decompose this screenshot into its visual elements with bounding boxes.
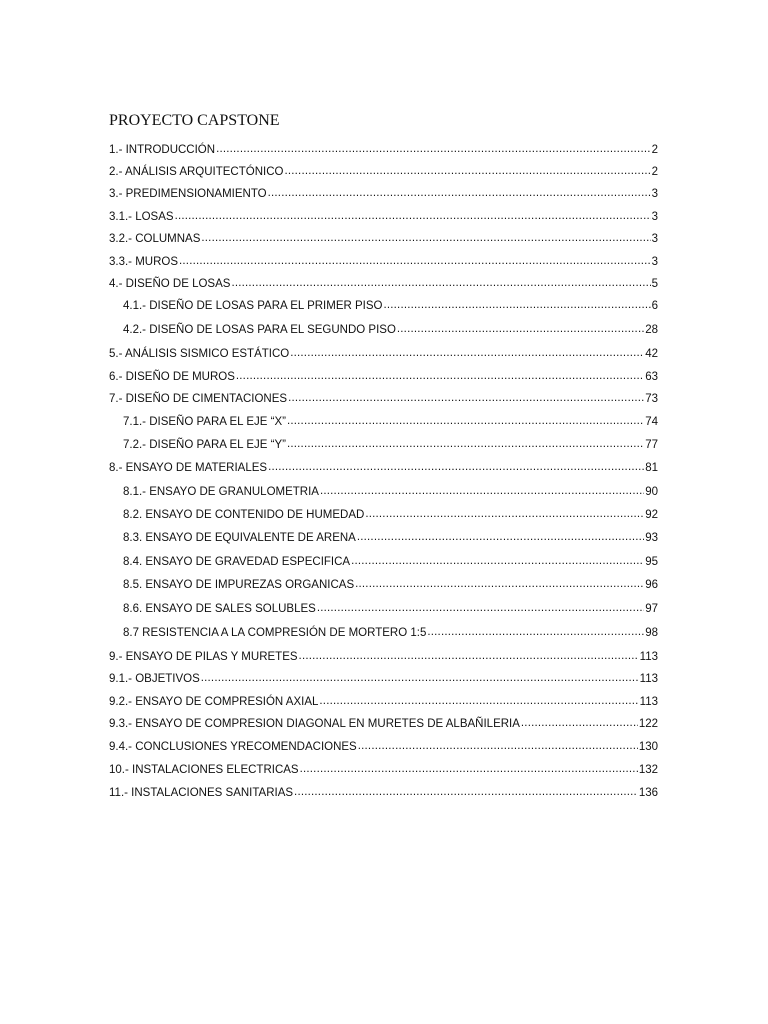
toc-entry[interactable] (123, 416, 658, 434)
toc-entry-label: 9.4.- CONCLUSIONES YRECOMENDACIONES (109, 741, 357, 753)
toc-entry-label: 3.3.- MUROS (109, 256, 179, 268)
toc-entry-label: 7.- DISEÑO DE CIMENTACIONES (109, 393, 288, 405)
toc-dot-leader (179, 255, 651, 267)
toc-entry-label: 8.5. ENSAYO DE IMPUREZAS ORGANICAS (123, 579, 355, 591)
toc-dot-leader (287, 415, 644, 427)
toc-entry-label: 3.2.- COLUMNAS (109, 233, 201, 245)
toc-entry-page-number: 42 (645, 348, 658, 360)
toc-dot-leader (294, 786, 638, 798)
toc-dot-leader (358, 740, 638, 752)
toc-entry-label: 9.- ENSAYO DE PILAS Y MURETES (109, 651, 298, 663)
toc-entry-page-number: 97 (645, 603, 658, 615)
toc-entry[interactable] (109, 211, 658, 229)
toc-entry[interactable] (109, 166, 658, 184)
toc-entry-label: 8.7 RESISTENCIA A LA COMPRESIÓN DE MORTERO 1:5 (123, 627, 427, 639)
toc-entry-page-number: 28 (645, 324, 658, 336)
toc-entry-page-number: 73 (645, 393, 658, 405)
toc-entry[interactable] (109, 188, 658, 206)
toc-entry-page-number: 74 (645, 416, 658, 428)
toc-entry-label: 10.- INSTALACIONES ELECTRICAS (109, 764, 299, 776)
toc-entry[interactable] (109, 278, 658, 296)
toc-entry-label: 3.- PREDIMENSIONAMIENTO (109, 188, 267, 200)
toc-entry-label: 8.4. ENSAYO DE GRAVEDAD ESPECIFICA (123, 556, 351, 568)
toc-entry-label: 8.3. ENSAYO DE EQUIVALENTE DE ARENA (123, 532, 356, 544)
toc-entry[interactable] (109, 371, 658, 389)
toc-entry[interactable] (109, 462, 658, 480)
toc-entry-label: 4.1.- DISEÑO DE LOSAS PARA EL PRIMER PISO (123, 300, 383, 312)
toc-dot-leader (290, 347, 644, 359)
toc-entry-label: 3.1.- LOSAS (109, 211, 174, 223)
toc-entry-label: 11.- INSTALACIONES SANITARIAS (109, 787, 294, 799)
toc-entry[interactable] (123, 486, 658, 504)
toc-entry[interactable] (123, 509, 658, 527)
toc-dot-leader (236, 370, 644, 382)
toc-dot-leader (216, 143, 651, 155)
toc-dot-leader (287, 438, 644, 450)
toc-entry-page-number: 93 (645, 532, 658, 544)
toc-dot-leader (175, 210, 651, 222)
toc-entry-label: 8.- ENSAYO DE MATERIALES (109, 462, 268, 474)
toc-entry-page-number: 113 (639, 651, 658, 663)
toc-entry[interactable] (123, 324, 658, 342)
toc-entry-page-number: 122 (638, 718, 658, 730)
toc-dot-leader (288, 392, 644, 404)
toc-dot-leader (231, 277, 650, 289)
toc-dot-leader (201, 232, 650, 244)
toc-entry-label: 1.- INTRODUCCIÓN (109, 144, 216, 156)
toc-entry[interactable] (123, 627, 658, 645)
toc-entry[interactable] (109, 144, 658, 162)
toc-entry-page-number: 132 (638, 764, 658, 776)
toc-dot-leader (320, 485, 644, 497)
toc-entry-page-number: 113 (639, 696, 658, 708)
toc-entry[interactable] (123, 439, 658, 457)
toc-entry[interactable] (109, 393, 658, 411)
toc-dot-leader (299, 650, 639, 662)
toc-dot-leader (317, 602, 644, 614)
toc-entry-page-number: 113 (639, 673, 658, 685)
toc-entry[interactable] (123, 579, 658, 597)
toc-entry-label: 8.2. ENSAYO DE CONTENIDO DE HUMEDAD (123, 509, 365, 521)
toc-entry[interactable] (123, 300, 658, 318)
toc-entry-label: 9.3.- ENSAYO DE COMPRESION DIAGONAL EN MURETES DE ALBAÑILERIA (109, 718, 520, 730)
toc-entry-label: 6.- DISEÑO DE MUROS (109, 371, 235, 383)
toc-entry[interactable] (123, 532, 658, 550)
toc-entry-page-number: 5 (651, 278, 658, 290)
toc-entry[interactable] (109, 256, 658, 274)
toc-dot-leader (268, 187, 651, 199)
toc-entry-label: 9.1.- OBJETIVOS (109, 673, 200, 685)
toc-entry[interactable] (109, 764, 658, 782)
toc-entry-page-number: 136 (638, 787, 658, 799)
toc-entry[interactable] (109, 233, 658, 251)
toc-entry-label: 4.- DISEÑO DE LOSAS (109, 278, 231, 290)
toc-entry[interactable] (109, 696, 658, 714)
toc-dot-leader (521, 717, 638, 729)
toc-entry-page-number: 95 (645, 556, 658, 568)
toc-dot-leader (355, 578, 644, 590)
toc-entry-page-number: 81 (645, 462, 658, 474)
toc-entry-page-number: 77 (645, 439, 658, 451)
toc-dot-leader (201, 672, 639, 684)
toc-dot-leader (383, 299, 650, 311)
toc-entry[interactable] (109, 787, 658, 805)
toc-entry-label: 7.2.- DISEÑO PARA EL EJE “Y” (123, 439, 286, 451)
toc-entry-page-number: 2 (651, 166, 658, 178)
toc-dot-leader (357, 531, 644, 543)
toc-entry-label: 2.- ANÁLISIS ARQUITECTÓNICO (109, 166, 284, 178)
toc-dot-leader (427, 626, 644, 638)
toc-entry-label: 4.2.- DISEÑO DE LOSAS PARA EL SEGUNDO PISO (123, 324, 396, 336)
toc-entry-page-number: 3 (651, 188, 658, 200)
toc-entry[interactable] (109, 673, 658, 691)
toc-entry-page-number: 6 (651, 300, 658, 312)
toc-entry-label: 7.1.- DISEÑO PARA EL EJE “X” (123, 416, 286, 428)
toc-entry-page-number: 3 (651, 211, 658, 223)
toc-entry-page-number: 63 (645, 371, 658, 383)
toc-dot-leader (284, 165, 650, 177)
toc-entry[interactable] (123, 556, 658, 574)
toc-dot-leader (397, 323, 644, 335)
toc-dot-leader (365, 508, 644, 520)
toc-dot-leader (351, 555, 644, 567)
toc-entry-page-number: 2 (651, 144, 658, 156)
toc-dot-leader (300, 763, 638, 775)
toc-entry-page-number: 3 (651, 233, 658, 245)
toc-entry-page-number: 3 (651, 256, 658, 268)
toc-entry-label: 8.6. ENSAYO DE SALES SOLUBLES (123, 603, 316, 615)
toc-dot-leader (268, 461, 644, 473)
document-title: PROYECTO CAPSTONE (109, 112, 280, 129)
toc-entry-label: 5.- ANÁLISIS SISMICO ESTÁTICO (109, 348, 290, 360)
toc-entry-label: 9.2.- ENSAYO DE COMPRESIÓN AXIAL (109, 696, 319, 708)
toc-dot-leader (319, 695, 638, 707)
toc-entry[interactable] (123, 603, 658, 621)
toc-entry-page-number: 92 (645, 509, 658, 521)
toc-entry[interactable] (109, 741, 658, 759)
toc-entry-page-number: 90 (645, 486, 658, 498)
toc-entry-page-number: 98 (645, 627, 658, 639)
toc-entry-page-number: 130 (638, 741, 658, 753)
toc-entry[interactable] (109, 348, 658, 366)
toc-entry[interactable] (109, 718, 658, 736)
toc-entry[interactable] (109, 651, 658, 669)
toc-entry-label: 8.1.- ENSAYO DE GRANULOMETRIA (123, 486, 319, 498)
toc-entry-page-number: 96 (645, 579, 658, 591)
